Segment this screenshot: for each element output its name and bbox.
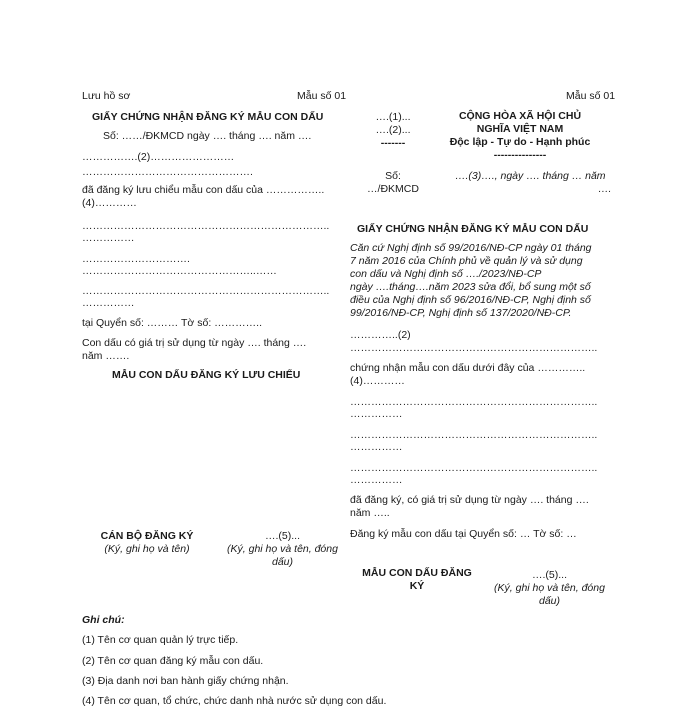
right-signature-note: dấu) (538, 595, 560, 607)
officer-title: CÁN BỘ ĐĂNG KÝ (100, 530, 194, 542)
legal-basis-line: Căn cứ Nghị định số 99/2016/NĐ-CP ngày 01 tháng (350, 242, 592, 254)
national-motto: Độc lập - Tự do - Hạnh phúc (449, 136, 591, 148)
right-signature-note: (Ký, ghi họ và tên, đóng (494, 582, 605, 594)
left-dots-line: …………………………………………………………….. (82, 285, 330, 297)
right-dots-line: …………………………………………………………….. (350, 342, 598, 354)
right-registered-year: năm ….. (350, 507, 390, 519)
certify-line: chứng nhận mẫu con dấu dưới đây của ………….. (350, 362, 586, 374)
left-agency-line: …………….(2)…………………… (82, 151, 235, 163)
left-book-line: tại Quyển số: ……… Tờ số: ………….. (82, 317, 262, 329)
right-form-number: Mẫu số 01 (566, 90, 616, 102)
right-signature-number: ….(5)... (531, 569, 567, 581)
issue-date-line: ….(3)…., ngày …. tháng … năm (455, 170, 606, 182)
left-dots-line: …………… (82, 232, 135, 244)
left-validity-year: năm ……. (82, 350, 130, 362)
mid-number-code: …/ĐKMCD (367, 183, 419, 195)
left-signature-note: dấu) (271, 556, 293, 568)
nation-name: NGHĨA VIỆT NAM (476, 123, 564, 135)
mid-number-label: Số: (385, 170, 401, 182)
mid-line-2: ….(2)... (375, 124, 411, 136)
legal-basis-line: 7 năm 2016 của Chính phủ về quản lý và sử dụng (350, 255, 583, 267)
right-dots-line: …………………………………………………………….. (350, 396, 598, 408)
notes-title: Ghi chú: (82, 614, 125, 626)
right-registered-line: đã đăng ký, có giá trị sử dụng từ ngày …. tháng …. (350, 494, 589, 506)
note-item: (3) Địa danh nơi ban hành giấy chứng nhận. (82, 675, 289, 687)
mid-line-1: ….(1)... (375, 111, 411, 123)
right-dots-line: …………… (350, 441, 403, 453)
right-dots-line: …………………………………………………………….. (350, 429, 598, 441)
left-dots-line: …………………………………………………………….. (82, 220, 330, 232)
right-dots-line: …………… (350, 408, 403, 420)
left-registered-text: đã đăng ký lưu chiểu mẫu con dấu của …………….. (4)………… (82, 184, 325, 209)
left-signature-note: (Ký, ghi họ và tên, đóng (227, 543, 338, 555)
left-certificate-title: GIẤY CHỨNG NHẬN ĐĂNG KÝ MẪU CON DẤU (92, 111, 324, 123)
note-item: (1) Tên cơ quan quản lý trực tiếp. (82, 634, 239, 646)
officer-subtitle: (Ký, ghi họ và tên) (104, 543, 190, 555)
legal-basis-line: ngày ….tháng….năm 2023 sửa đổi, bổ sung một số (350, 281, 591, 293)
issue-date-end: …. (598, 183, 612, 195)
left-seal-title: MẪU CON DẤU ĐĂNG KÝ LƯU CHIỂU (112, 369, 301, 381)
left-form-number: Mẫu số 01 (297, 90, 347, 102)
mid-divider: ------- (380, 137, 406, 149)
left-dots-line: …………………………………………. (82, 166, 253, 178)
right-certificate-title: GIẤY CHỨNG NHẬN ĐĂNG KÝ MẪU CON DẤU (357, 223, 589, 235)
left-dots-line: …………… (82, 297, 135, 309)
left-number-line: Số: ……/ĐKMCD ngày …. tháng …. năm …. (103, 130, 312, 142)
left-signature-number: ….(5)... (264, 530, 300, 542)
right-dots-line: …………… (350, 474, 403, 486)
legal-basis-line: 99/2016/NĐ-CP, Nghị định số 137/2020/NĐ-CP. (350, 307, 572, 319)
note-item: (2) Tên cơ quan đăng ký mẫu con dấu. (82, 655, 264, 667)
right-agency-line: …………..(2) (350, 329, 411, 341)
note-item: (4) Tên cơ quan, tổ chức, chức danh nhà nước sử dụng con dấu. (82, 695, 387, 707)
left-dots-line: …………………………. (82, 253, 190, 265)
left-validity-line: Con dấu có giá trị sử dụng từ ngày …. tháng …. (82, 337, 307, 349)
certify-ref: (4)………… (350, 375, 405, 387)
left-dots-line: …………………………………………..…… (82, 265, 277, 277)
nation-name: CỘNG HÒA XÃ HỘI CHỦ (458, 110, 582, 122)
right-seal-title: KÝ (409, 580, 425, 592)
legal-basis-line: điều của Nghị định số 96/2016/NĐ-CP, Nghị định số (350, 294, 591, 306)
right-book-line: Đăng ký mẫu con dấu tại Quyển số: … Tờ số: … (350, 528, 577, 540)
archive-label: Lưu hồ sơ (82, 90, 131, 102)
legal-basis-line: con dấu và Nghị định số …./2023/NĐ-CP (350, 268, 542, 280)
right-seal-title: MẪU CON DẤU ĐĂNG (362, 567, 472, 579)
right-dots-line: …………………………………………………………….. (350, 462, 598, 474)
motto-rule: --------------- (493, 149, 547, 161)
